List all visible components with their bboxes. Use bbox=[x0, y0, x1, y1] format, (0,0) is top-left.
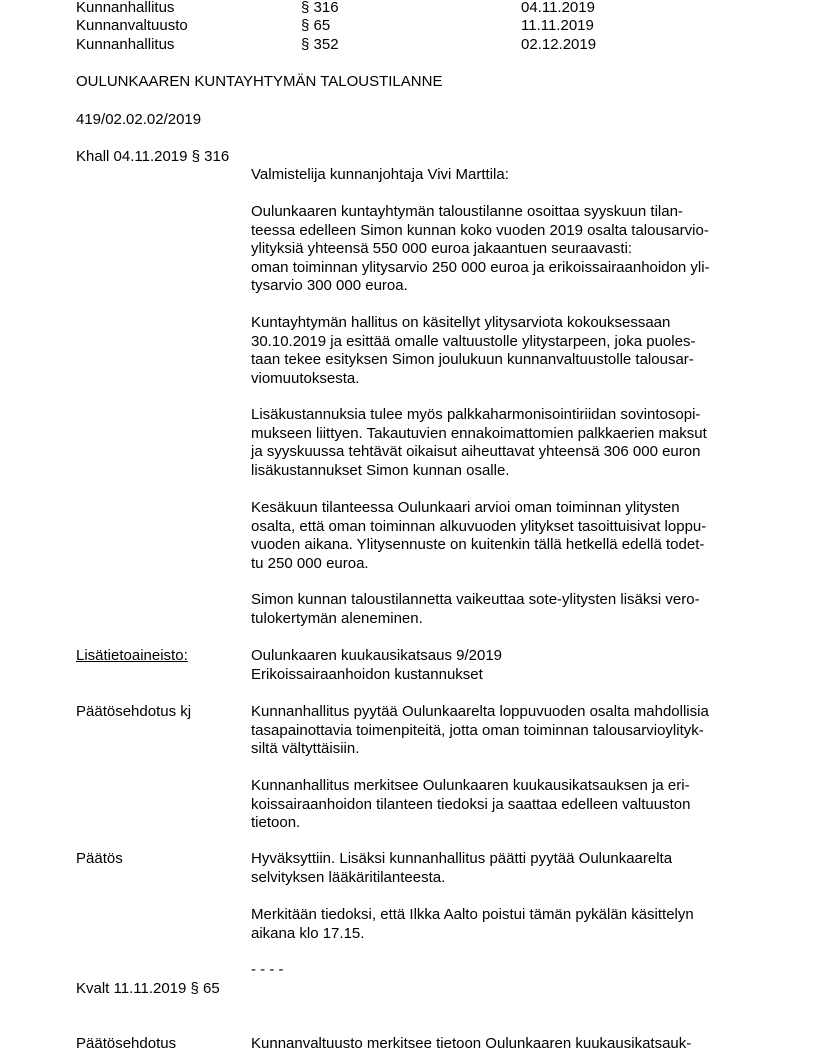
decision-paragraph bbox=[251, 906, 751, 943]
list-item: Oulunkaaren kuukausikatsaus 9/2019 bbox=[251, 647, 503, 664]
text-line: osalta, että oman toiminnan alkuvuoden ylitykset tasoittuisivat loppu- bbox=[251, 517, 707, 535]
text-line: koissairaanhoidon tilanteen tiedoksi ja saattaa edelleen valtuuston bbox=[251, 795, 691, 813]
additional-info-label: Lisätietoaineisto: bbox=[76, 647, 188, 664]
text-line: Kuntayhtymän hallitus on käsitellyt ylitysarviota kokouksessaan bbox=[251, 314, 671, 331]
meeting-heading: Khall 04.11.2019 § 316 bbox=[76, 148, 230, 165]
text-line: lisäkustannukset Simon kunnan osalle. bbox=[251, 461, 510, 479]
text-line: mukseen liittyen. Takautuvien ennakoimattomien palkkaerien maksut bbox=[251, 424, 707, 442]
text-line: ylityksiä yhteensä 550 000 euroa jakaantuen seuraavasti: bbox=[251, 240, 633, 257]
text-line: tu 250 000 euroa. bbox=[251, 554, 369, 572]
text-line: Simon kunnan taloustilannetta vaikeuttaa sote-ylitysten lisäksi vero- bbox=[251, 591, 700, 608]
history-section: § 316 bbox=[301, 0, 339, 16]
preparer-line: Valmistelija kunnanjohtaja Vivi Marttila: bbox=[251, 166, 509, 183]
text-line: Kunnanhallitus pyytää Oulunkaarelta loppuvuoden osalta mahdollisia bbox=[251, 703, 709, 720]
history-date: 04.11.2019 bbox=[521, 0, 595, 16]
text-line: Merkitään tiedoksi, että Ilkka Aalto poistui tämän pykälän käsittelyn bbox=[251, 906, 694, 923]
document-title: OULUNKAAREN KUNTAYHTYMÄN TALOUSTILANNE bbox=[76, 73, 443, 90]
text-line: selvityksen lääkäritilanteesta. bbox=[251, 868, 446, 886]
paragraph-forecast bbox=[251, 499, 751, 573]
paragraph-board bbox=[251, 314, 751, 388]
text-line: tasapainottavia toimenpiteitä, jotta oman toiminnan talousarvioylityk- bbox=[251, 721, 704, 739]
text-line: viomuutoksesta. bbox=[251, 369, 360, 387]
proposal-paragraph bbox=[251, 703, 751, 759]
text-line: Hyväksyttiin. Lisäksi kunnanhallitus päätti pyytää Oulunkaarelta bbox=[251, 850, 673, 867]
history-date: 02.12.2019 bbox=[521, 36, 597, 53]
text-line: Kunnanhallitus merkitsee Oulunkaaren kuukausikatsauksen ja eri- bbox=[251, 777, 690, 794]
history-row bbox=[76, 36, 696, 55]
text-line: vuoden aikana. Ylitysennuste on kuitenkin tällä hetkellä edellä todet- bbox=[251, 536, 705, 553]
history-section: § 65 bbox=[301, 17, 331, 34]
text-line: taan tekee esityksen Simon joulukuun kunnanvaltuustolle talousar- bbox=[251, 351, 694, 368]
text-line: Lisäkustannuksia tulee myös palkkaharmonisointiriidan sovintosopi- bbox=[251, 406, 701, 423]
proposal-label: Päätösehdotus kj bbox=[76, 703, 192, 720]
proposal-paragraph bbox=[251, 777, 751, 833]
text-line: ja syyskuussa tehtävät oikaisut aiheuttavat yhteensä 306 000 euron bbox=[251, 443, 701, 460]
history-section: § 352 bbox=[301, 36, 339, 53]
history-row bbox=[76, 0, 696, 18]
paragraph-tax bbox=[251, 591, 751, 628]
list-item: Erikoissairaanhoidon kustannukset bbox=[251, 665, 483, 683]
history-row bbox=[76, 17, 696, 36]
text-line: tietoon. bbox=[251, 814, 301, 831]
text-line: tulokertymän aleneminen. bbox=[251, 609, 423, 627]
text-line: aikana klo 17.15. bbox=[251, 924, 365, 942]
section-separator: - - - - bbox=[251, 961, 284, 978]
history-body: Kunnanhallitus bbox=[76, 0, 175, 16]
paragraph-situation bbox=[251, 203, 751, 296]
record-number: 419/02.02.02/2019 bbox=[76, 111, 202, 128]
text-line: teessa edelleen Simon kunnan koko vuoden 2019 osalta talousarvio- bbox=[251, 221, 709, 239]
history-date: 11.11.2019 bbox=[521, 17, 594, 34]
text-line: siltä vältyttäisiin. bbox=[251, 740, 360, 757]
meeting-heading: Kvalt 11.11.2019 § 65 bbox=[76, 980, 220, 997]
text-line: Oulunkaaren kuntayhtymän taloustilanne osoittaa syyskuun tilan- bbox=[251, 203, 683, 220]
text-line: Kesäkuun tilanteessa Oulunkaari arvioi oman toiminnan ylitysten bbox=[251, 499, 680, 516]
text-line: oman toiminnan ylitysarvio 250 000 euroa ja erikoissairaanhoidon yli- bbox=[251, 258, 710, 276]
additional-info-list bbox=[251, 647, 751, 684]
text-line: tysarvio 300 000 euroa. bbox=[251, 277, 408, 294]
proposal-paragraph bbox=[251, 1035, 751, 1054]
decision-paragraph bbox=[251, 850, 751, 887]
decision-label: Päätös bbox=[76, 850, 123, 867]
history-body: Kunnanhallitus bbox=[76, 36, 175, 53]
text-line: Kunnanvaltuusto merkitsee tietoon Oulunkaaren kuukausikatsauk- bbox=[251, 1035, 692, 1052]
text-line: 30.10.2019 ja esittää omalle valtuustolle ylitystarpeen, joka puoles- bbox=[251, 332, 696, 350]
paragraph-costs bbox=[251, 406, 751, 480]
history-body: Kunnanvaltuusto bbox=[76, 17, 188, 34]
proposal-label: Päätösehdotus bbox=[76, 1035, 177, 1052]
